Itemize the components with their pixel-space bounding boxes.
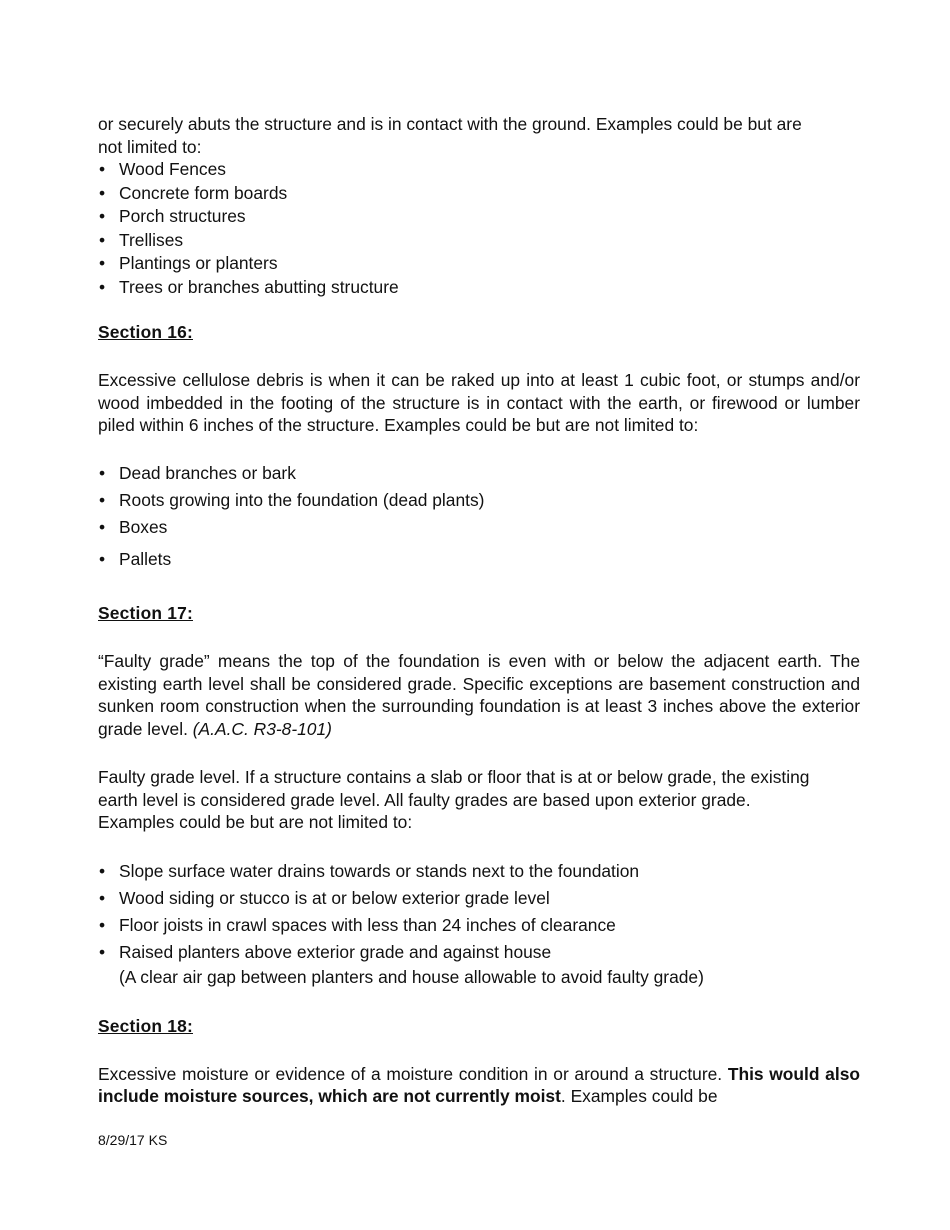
section-18-text: Excessive moisture or evidence of a moisture condition in or around a structure. [98, 1063, 723, 1084]
section-17-list [98, 860, 860, 964]
section-17-heading: Section 17: [98, 603, 193, 623]
document-page [98, 113, 860, 1108]
section-16-heading: Section 16: [98, 322, 193, 342]
list-item: • Plantings or planters [98, 252, 860, 276]
list-item: • Trees or branches abutting structure [98, 276, 860, 300]
section-17-paragraph-1 [98, 650, 860, 740]
section-16-paragraph: Excessive cellulose debris is when it can be raked up into at least 1 cubic foot, or stumps and/or wood imbedded in the footing of the structure is in contact with the earth, or firewood or lumber piled within 6 inches of the structure. Examples could be but are not limited to: [98, 370, 860, 435]
section-17-definition: “Faulty grade” means the top of the foundation is even with or below the adjacent earth. The existing earth level shall be considered grade. Specific exceptions are basement construction and sunken room construction when the surrounding foundation is at least 3 inches above the exterior grade level. [98, 651, 860, 739]
section-17-paragraph-2: Faulty grade level. If a structure contains a slab or floor that is at or below grade, the existing earth level is considered grade level. All faulty grades are based upon exterior grade. Examples could be but are not limited to: [98, 767, 810, 832]
list-item: • Porch structures [98, 205, 860, 229]
section-18-text-end: . Examples could be [560, 1086, 718, 1106]
section-16-list [98, 462, 860, 571]
list-item: • Trellises [98, 229, 860, 253]
list-item: • Wood siding or stucco is at or below exterior grade level [98, 887, 860, 914]
list-item: • Dead branches or bark [98, 462, 860, 489]
list-item: • Slope surface water drains towards or stands next to the foundation [98, 860, 860, 887]
section-18-bold-text: This would also include moisture sources, which are not currently moist [98, 1063, 860, 1106]
list-item: • Wood Fences [98, 158, 860, 182]
section-18-heading: Section 18: [98, 1015, 193, 1036]
intro-paragraph: or securely abuts the structure and is in contact with the ground. Examples could be but are not limited to: [98, 114, 802, 157]
list-item: • Concrete form boards [98, 182, 860, 206]
list-item: • Roots growing into the foundation (dead plants) [98, 489, 860, 516]
list-item: • Pallets [98, 548, 860, 571]
list-item: • Floor joists in crawl spaces with less than 24 inches of clearance [98, 914, 860, 941]
list-item: • Raised planters above exterior grade and against house [98, 941, 860, 964]
intro-list [98, 158, 860, 299]
footer-date: 8/29/17 KS [98, 1132, 168, 1148]
list-item: • Boxes [98, 516, 860, 548]
section-18-paragraph [98, 1063, 860, 1108]
section-17-note: (A clear air gap between planters and house allowable to avoid faulty grade) [119, 967, 704, 987]
section-17-citation: (A.A.C. R3-8-101) [192, 718, 332, 739]
